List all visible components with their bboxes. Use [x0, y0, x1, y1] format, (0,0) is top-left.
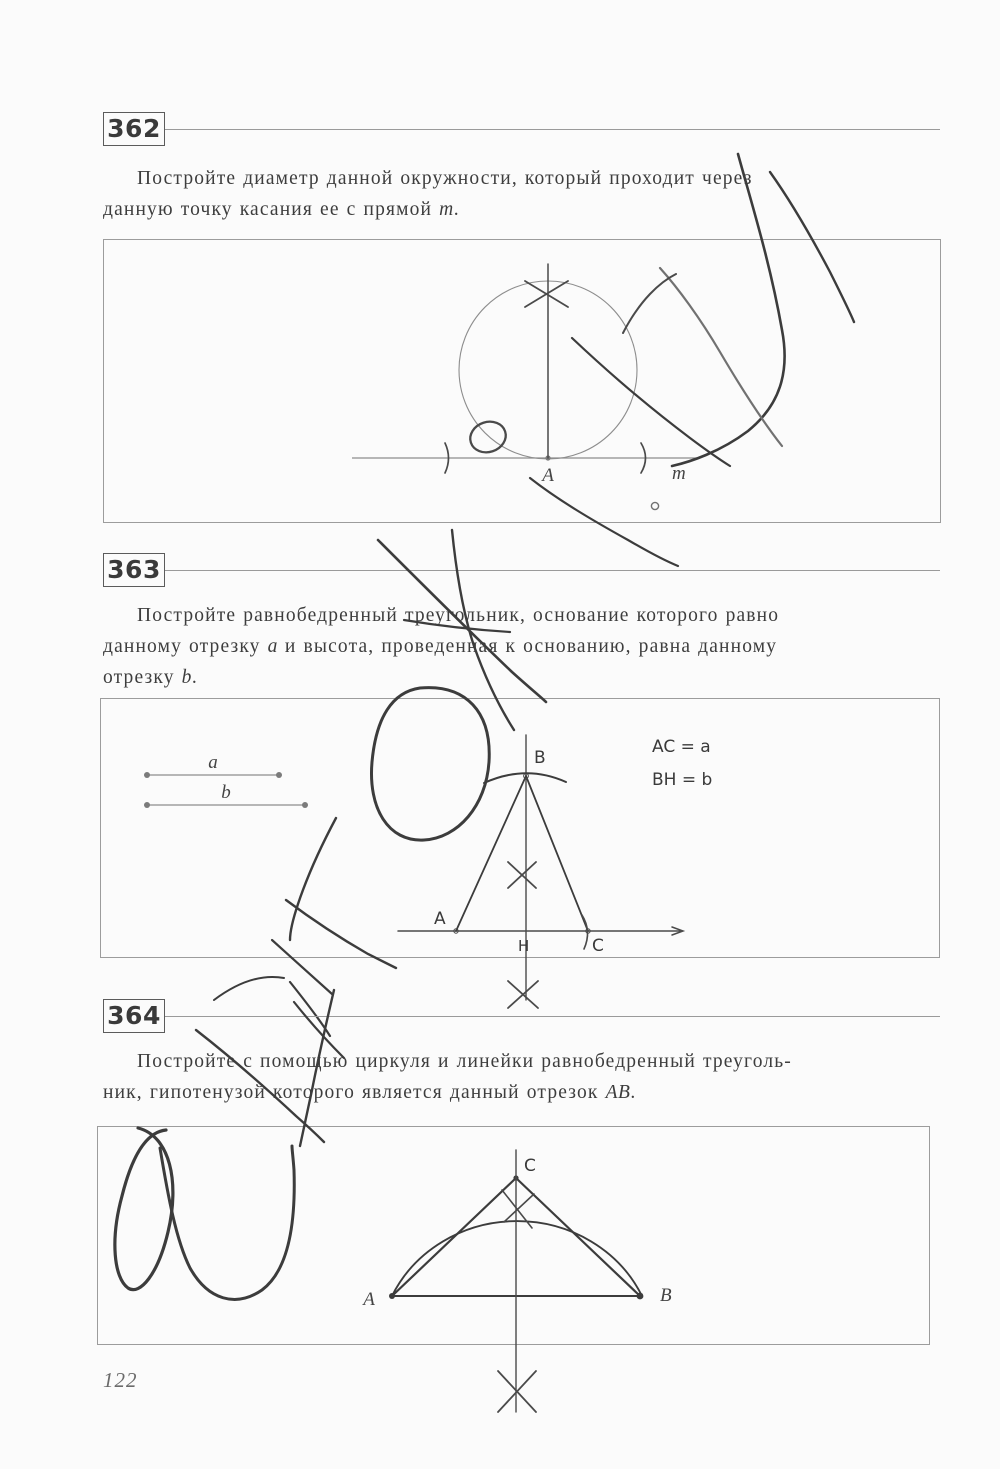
label-point-a-362: A — [542, 465, 554, 486]
exercise-number-362: 362 — [103, 112, 165, 146]
exercise-text-363 — [103, 600, 943, 693]
exercise-363-line3-italic: b — [181, 667, 192, 688]
label-vertex-c-364: C — [524, 1156, 536, 1176]
label-vertex-a-364: A — [363, 1289, 375, 1310]
figure-frame-363 — [100, 698, 940, 958]
exercise-363-line3: отрезку — [103, 667, 182, 688]
exercise-364-line2: ник, гипотенузой которого является данный отрезок — [103, 1082, 606, 1103]
exercise-362-line2-italic: m — [439, 199, 454, 220]
exercise-363-line1: Постройте равнобедренный треугольник, основание которого равно — [137, 605, 780, 626]
exercise-number-363: 363 — [103, 553, 165, 587]
exercise-364-line1: Постройте с помощью циркуля и линейки равнобедренный треуголь- — [137, 1051, 792, 1072]
pencil-x-below-364-b — [498, 1371, 536, 1412]
exercise-364-line2-italic: AB — [605, 1082, 631, 1103]
exercise-362-line1: Постройте диаметр данной окружности, который проходит через — [137, 168, 753, 189]
exercise-header-362 — [103, 112, 940, 148]
label-foot-h-363: H — [518, 937, 530, 955]
exercise-text-364 — [103, 1046, 943, 1108]
label-vertex-b-363: B — [534, 748, 546, 768]
handwritten-note-ac-363: AC = a — [652, 737, 711, 757]
figure-frame-362 — [103, 239, 941, 523]
exercise-363-line2: данному отрезку — [103, 636, 268, 657]
label-line-m-362: m — [672, 463, 686, 484]
exercise-362-line2: данную точку касания ее с прямой — [103, 199, 440, 220]
label-vertex-c-363: C — [592, 936, 604, 956]
exercise-364-line2-end: . — [630, 1082, 637, 1103]
pencil-scribble-364-d — [214, 977, 284, 1000]
exercise-header-364 — [103, 999, 940, 1035]
exercise-362-line2-end: . — [453, 199, 460, 220]
exercise-number-364: 364 — [103, 999, 165, 1033]
exercise-rule-364 — [165, 1016, 940, 1017]
label-vertex-a-363: A — [434, 909, 446, 929]
exercise-rule-362 — [165, 129, 940, 130]
exercise-363-line2-mid: и высота, проведенная к основанию, равна данному — [277, 636, 778, 657]
exercise-363-line3-end: . — [191, 667, 198, 688]
label-segment-b: b — [221, 782, 231, 803]
figure-frame-364 — [97, 1126, 930, 1345]
pencil-x-below-364-a — [498, 1371, 536, 1412]
exercise-rule-363 — [165, 570, 940, 571]
exercise-text-362 — [103, 163, 943, 225]
exercise-header-363 — [103, 553, 940, 589]
page-number: 122 — [103, 1368, 138, 1392]
handwritten-note-bh-363: BH = b — [652, 770, 713, 790]
label-vertex-b-364: B — [660, 1285, 672, 1306]
exercise-363-line2-italic: a — [267, 636, 278, 657]
label-segment-a: a — [208, 752, 218, 773]
